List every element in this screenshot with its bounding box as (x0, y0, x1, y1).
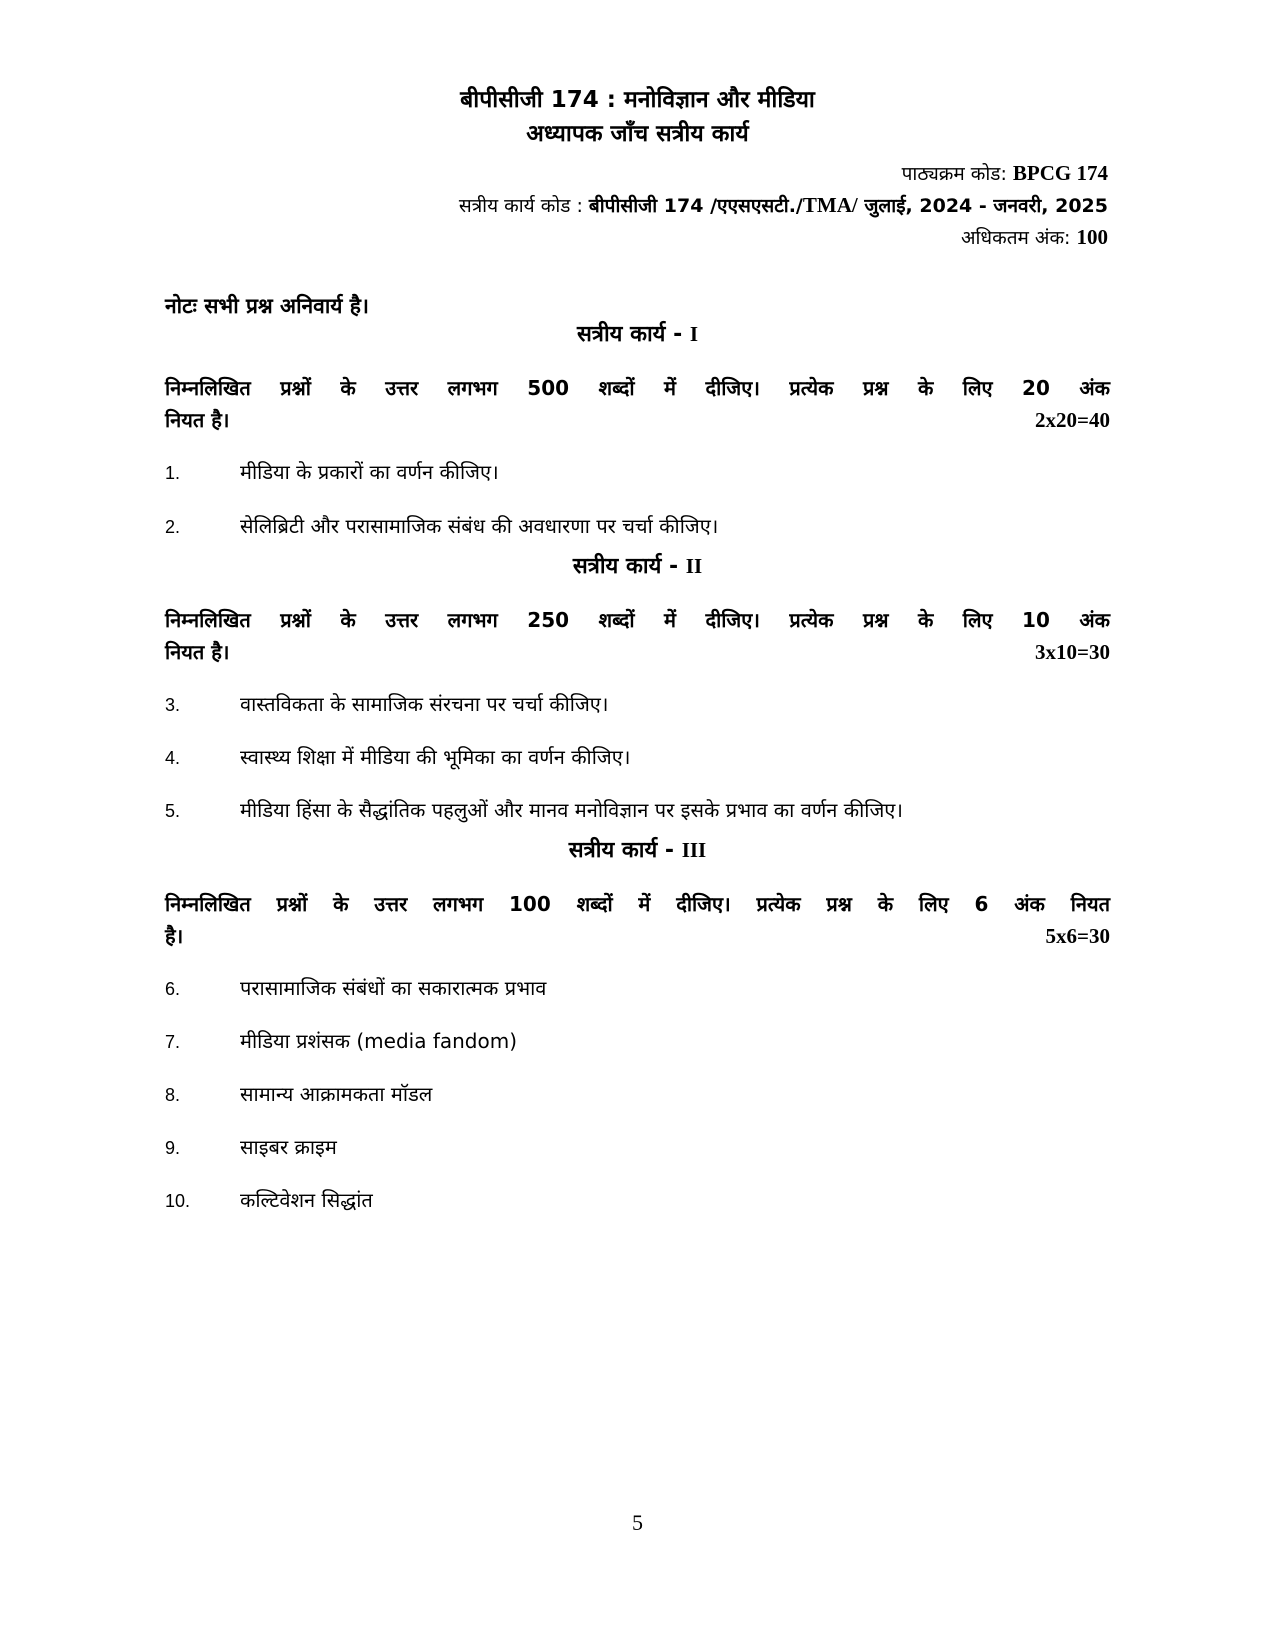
question-item: 7. मीडिया प्रशंसक (media fandom) (165, 1029, 518, 1053)
course-title: बीपीसीजी 174 : मनोविज्ञान और मीडिया (460, 87, 815, 113)
assignment-code-label: सत्रीय कार्य कोड : (458, 195, 583, 217)
section-heading-3: सत्रीय कार्य - III (568, 838, 707, 863)
section-heading-1: सत्रीय कार्य - I (576, 322, 699, 347)
question-item: 4. स्वास्थ्य शिक्षा में मीडिया की भूमिका का वर्णन कीजिए। (165, 745, 631, 769)
course-code-value: BPCG 174 (1012, 161, 1108, 185)
max-marks-label: अधिकतम अंक: (960, 227, 1071, 249)
document-subtitle: अध्यापक जाँच सत्रीय कार्य (526, 121, 749, 147)
course-code-line (902, 160, 1108, 186)
max-marks-line (961, 224, 1108, 250)
question-item: 8. सामान्य आक्रामकता मॉडल (165, 1082, 433, 1106)
section-instruction-2: निम्नलिखित प्रश्नों के उत्तर लगभग 250 शब्दों में दीजिए। प्रत्येक प्रश्न के लिए 10 अंक नियत है। 3x10=30 (165, 604, 1110, 668)
question-item: 3. वास्तविकता के सामाजिक संरचना पर चर्चा कीजिए। (165, 692, 609, 716)
question-item: 9. साइबर क्राइम (165, 1135, 337, 1159)
section-marks-1: 2x20=40 (1035, 408, 1110, 432)
section-instruction-3: निम्नलिखित प्रश्नों के उत्तर लगभग 100 शब्दों में दीजिए। प्रत्येक प्रश्न के लिए 6 अंक नियत है। 5x6=30 (165, 888, 1110, 952)
page-number: 5 (632, 1510, 643, 1535)
max-marks-value: 100 (1076, 225, 1108, 249)
section-instruction-1: निम्नलिखित प्रश्नों के उत्तर लगभग 500 शब्दों में दीजिए। प्रत्येक प्रश्न के लिए 20 अंक नियत है। 2x20=40 (165, 372, 1110, 436)
assignment-code-value-2: TMA/ (802, 193, 858, 217)
question-item: 10. कल्टिवेशन सिद्धांत (165, 1188, 373, 1212)
course-code-label: पाठ्यक्रम कोड: (901, 163, 1007, 185)
section-marks-2: 3x10=30 (1035, 640, 1110, 664)
question-item: 2. सेलिब्रिटी और परासामाजिक संबंध की अवधारणा पर चर्चा कीजिए। (165, 514, 719, 538)
question-item: 1. मीडिया के प्रकारों का वर्णन कीजिए। (165, 460, 499, 484)
question-item: 5. मीडिया हिंसा के सैद्धांतिक पहलुओं और मानव मनोविज्ञान पर इसके प्रभाव का वर्णन कीजिए। (165, 798, 903, 822)
section-marks-3: 5x6=30 (1045, 924, 1110, 948)
question-item: 6. परासामाजिक संबंधों का सकारात्मक प्रभाव (165, 976, 547, 1000)
assignment-code-line (459, 192, 1108, 218)
section-heading-2: सत्रीय कार्य - II (572, 554, 703, 579)
note: नोटः सभी प्रश्न अनिवार्य है। (165, 294, 369, 318)
assignment-code-value-3: जुलाई, 2024 - जनवरी, 2025 (857, 195, 1108, 217)
assignment-code-value-1: बीपीसीजी 174 /एएसएसटी./ (588, 195, 803, 217)
